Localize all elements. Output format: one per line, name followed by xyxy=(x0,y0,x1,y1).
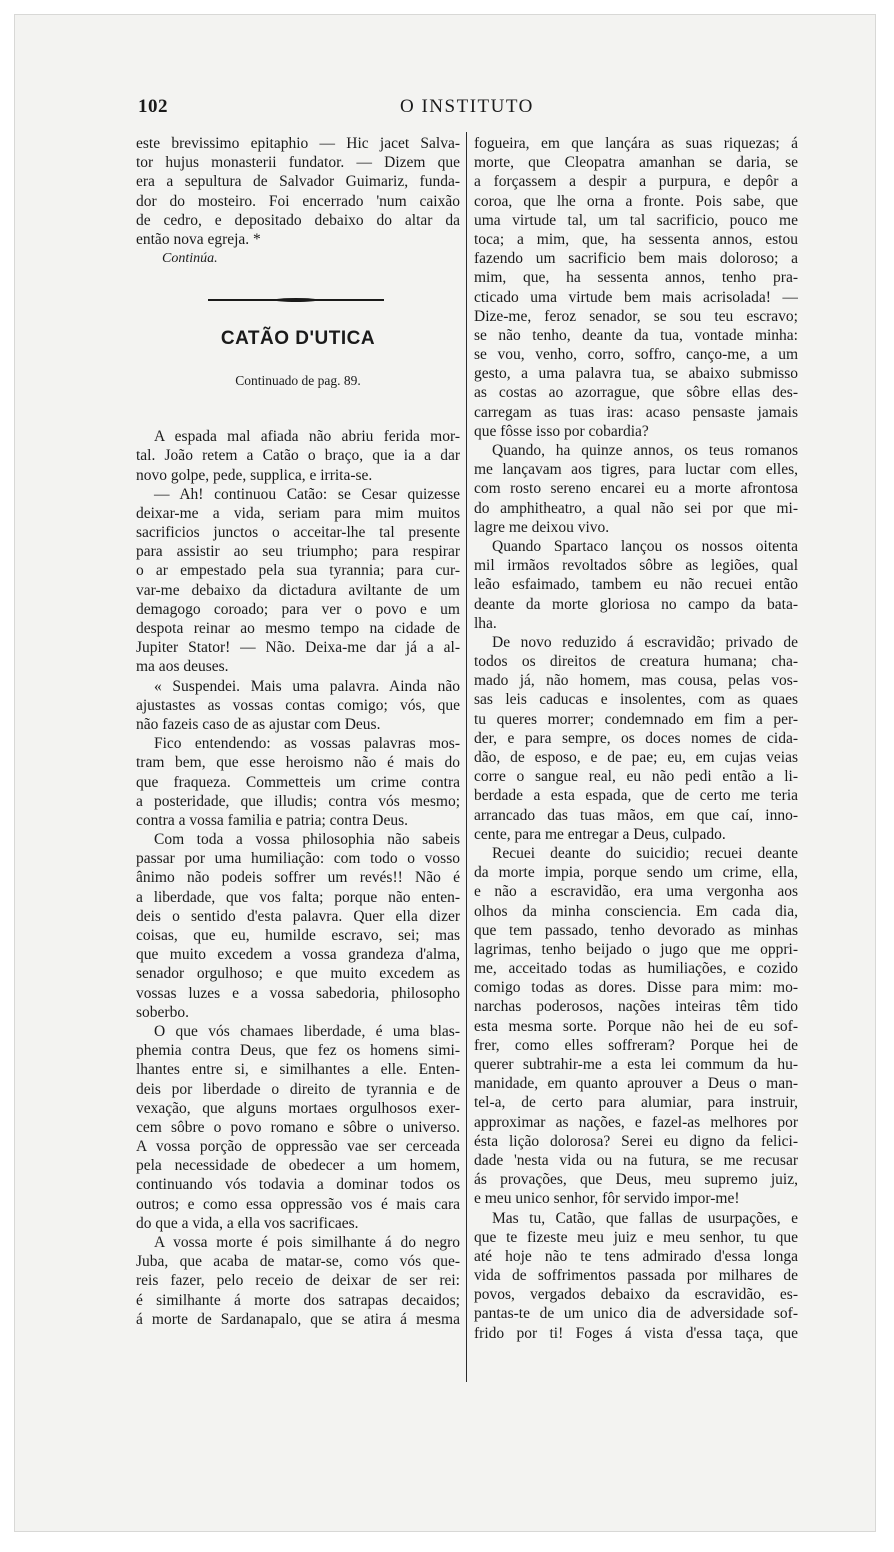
text-line: tel-a, de certo para alumiar, para instruir, xyxy=(474,1094,798,1112)
text-line: ésta lição dolorosa? Serei eu digno da felici- xyxy=(474,1132,798,1150)
text-line: povos, vergados debaixo da escravidão, es- xyxy=(474,1286,798,1304)
text-line: lha. xyxy=(474,614,497,632)
text-line: á morte de Sardanapalo, que se atira á mesma xyxy=(136,1310,460,1328)
text-line: vida de soffrimentos passada por milhares de xyxy=(474,1267,798,1285)
text-line: soberbo. xyxy=(136,1003,189,1021)
paragraph xyxy=(136,485,460,677)
article-title: CATÃO D'UTICA xyxy=(220,328,376,350)
text-line: Fico entendendo: as vossas palavras mos- xyxy=(154,735,460,753)
text-line: der, e para sempre, os doces nomes de cida- xyxy=(474,729,798,747)
text-line: para assistir ao seu triumpho; para respirar xyxy=(136,543,460,561)
text-line: continuando vós todavia a dominar todos os xyxy=(136,1176,460,1194)
text-line: deis por liberdade o direito de tyrannia e de xyxy=(136,1080,460,1098)
text-line: comigo todas as dores. Disse para mim: mo- xyxy=(474,979,798,997)
right-column xyxy=(474,134,798,1343)
text-line: que tem passado, tenho devorado as minhas xyxy=(474,921,798,939)
text-line: A vossa morte é pois similhante á do negro xyxy=(154,1234,460,1251)
continua-note: Continúa. xyxy=(162,251,218,267)
article-body-right xyxy=(474,134,798,1343)
paragraph xyxy=(474,537,798,633)
text-line: mim, que, ha sessenta annos, tenho pra- xyxy=(474,269,798,287)
text-line: leão esfaimado, tambem eu não recuei então xyxy=(474,576,798,594)
text-line: me, acceitado todas as humiliações, e cozido xyxy=(474,960,798,978)
text-line: cticado uma virtude bem mais acrisolada! — xyxy=(474,288,798,306)
text-line: novo golpe, pede, supplica, e irrita-se. xyxy=(136,466,373,484)
page-number: 102 xyxy=(138,96,168,117)
text-line: reis fazer, pelo receio de deixar de ser rei: xyxy=(136,1272,460,1290)
text-line: approximar as nações, e fazel-as melhores por xyxy=(474,1113,798,1131)
text-line: ânimo não podeis soffrer um revés!! Não é xyxy=(136,869,460,887)
text-line: contra a vossa familia e patria; contra Deus. xyxy=(136,811,408,829)
text-line: Quando, ha quinze annos, os teus romanos xyxy=(492,442,798,459)
text-line: carregam as tuas iras: acaso pensaste jamais xyxy=(474,403,798,421)
text-line: querer subtrahir-me a esta lei commum da hu- xyxy=(474,1056,798,1073)
paragraph xyxy=(136,734,460,830)
paragraph xyxy=(474,134,798,441)
text-line: deante da morte gloriosa no campo da bata- xyxy=(474,595,798,613)
text-line: gesto, a uma palavra tua, se abaixo submisso xyxy=(474,365,798,383)
text-line: Quando Spartaco lançou os nossos oitenta xyxy=(492,537,798,555)
text-line: tu queres morrer; condemnado em fim a per- xyxy=(474,710,798,728)
text-line: se vou, venho, corro, soffro, canço-me, a um xyxy=(474,346,798,364)
text-line: todos os direitos de creatura humana; cha- xyxy=(474,653,798,671)
text-line: e não a escravidão, era uma vergonha aos xyxy=(474,883,798,901)
text-line: frer, como elles soffreram? Porque hei de xyxy=(474,1036,798,1054)
text-line: senador orgulhoso; e que muito excedem as xyxy=(136,965,460,983)
text-line: tram bem, que esse heroismo não é mais do xyxy=(136,754,460,772)
text-line: uma virtude tal, um tal sacrificio, pouco me xyxy=(474,211,798,229)
text-line: dade 'nesta vida ou na futura, se me recusar xyxy=(474,1151,798,1169)
paragraph xyxy=(474,1209,798,1343)
text-line: este brevissimo epitaphio — Hic jacet Salva- xyxy=(136,135,460,152)
text-line: fazendo um sacrificio bem mais doloroso; a xyxy=(474,250,798,268)
text-line: A vossa porção de oppressão vae ser cerceada xyxy=(136,1138,460,1156)
text-line: ajustastes as vossas contas comigo; vós, que xyxy=(136,696,460,714)
text-line: mado já, não homem, mas cousa, pelas vos- xyxy=(474,672,798,690)
text-line: Recuei deante do suicidio; recuei deante xyxy=(492,844,798,862)
text-line: que fôsse isso por cobardia? xyxy=(474,422,649,440)
text-line: arrancado das tuas mãos, em que caí, inno- xyxy=(474,806,798,824)
text-line: passar por uma humiliação: com todo o vosso xyxy=(136,850,460,868)
text-line: de cedro, e depositado debaixo do altar da xyxy=(136,211,460,229)
text-line: Jupiter Stator! — Não. Deixa-me dar já a al- xyxy=(136,639,460,657)
text-line: que muito excedem a vossa grandeza d'alma, xyxy=(136,946,460,964)
left-column xyxy=(136,134,460,1329)
paragraph xyxy=(136,677,460,735)
text-line: despota reinar ao mesmo tempo na cidade de xyxy=(136,620,460,637)
text-line: sas leis caducas e insolentes, com as quaes xyxy=(474,691,798,709)
text-line: berdade a esta espada, que de certo me teria xyxy=(474,787,798,805)
text-line: não fazeis caso de as ajustar com Deus. xyxy=(136,715,381,733)
paragraph xyxy=(136,1233,460,1329)
text-line: manidade, em quanto aprouver a Deus o man- xyxy=(474,1075,798,1093)
paragraph xyxy=(136,1022,460,1233)
text-line: a liberdade, que vos falta; porque não enten- xyxy=(136,888,460,906)
text-line: — Ah! continuou Catão: se Cesar quizesse xyxy=(154,485,460,503)
continued-note: Continuado de pag. 89. xyxy=(235,373,361,389)
article-body-left xyxy=(136,427,460,1329)
text-line: lhantes entre si, e similhantes a elle. Enten- xyxy=(136,1061,460,1079)
journal-title: O INSTITUTO xyxy=(400,96,534,117)
text-line: a posteridade, que illudis; contra vós mesmo; xyxy=(136,792,460,810)
text-line: as costas ao azorrague, que sôbre ellas des- xyxy=(474,384,798,402)
text-line: e meu unico senhor, fôr servido impor-me! xyxy=(474,1190,740,1208)
text-line: dor do mosteiro. Foi encerrado 'num caixão xyxy=(136,192,460,210)
text-line: corre o sangue real, eu não pedi então a li- xyxy=(474,768,798,786)
text-line: com rosto sereno encarei eu a morte afrontosa xyxy=(474,480,798,498)
text-line: demagogo coroado; para ver o povo e um xyxy=(136,600,460,618)
text-line: então nova egreja. * xyxy=(136,230,261,248)
text-line: olhos da minha consciencia. Em cada dia, xyxy=(474,902,798,920)
text-line: o ar empestado pela sua tyrannia; para cur- xyxy=(136,562,460,580)
text-line: a forçassem a despir a purpura, e depôr a xyxy=(474,173,798,191)
text-line: mil irmãos revoltados sôbre as legiões, qual xyxy=(474,557,798,575)
text-line: Com toda a vossa philosophia não sabeis xyxy=(154,831,460,849)
text-line: ma aos deuses. xyxy=(136,658,229,676)
text-line: coisas, que eu, humilde escravo, sei; mas xyxy=(136,927,460,944)
text-line: cente, para me entregar a Deus, culpado. xyxy=(474,825,726,843)
text-line: do que a vida, a ella vos sacrificaes. xyxy=(136,1214,359,1232)
page-header xyxy=(138,96,798,126)
text-line: vossas luzes e a vossa sabedoria, philosopho xyxy=(136,984,460,1002)
text-line: lagre me deixou vivo. xyxy=(474,518,610,536)
text-line: tor hujus monasterii fundator. — Dizem que xyxy=(136,154,460,172)
paragraph xyxy=(474,633,798,844)
text-line: Mas tu, Catão, que fallas de usurpações, e xyxy=(492,1209,798,1227)
text-line: O que vós chamaes liberdade, é uma blas- xyxy=(154,1022,460,1040)
text-line: que fraqueza. Commetteis um crime contra xyxy=(136,773,460,791)
text-line: se não tenho, deante da tua, vontade minha: xyxy=(474,326,798,344)
text-line: phemia contra Deus, que fez os homens simi- xyxy=(136,1042,460,1060)
text-line: lagrimas, tenho beijado o jugo que me oppri- xyxy=(474,940,798,958)
text-line: tal. João retem a Catão o braço, que ia a dar xyxy=(136,447,460,465)
text-line: até hoje não te tens admirado d'essa longa xyxy=(474,1247,798,1265)
column-divider xyxy=(466,132,467,1382)
text-line: outros; e como essa oppressão vos é mais cara xyxy=(136,1195,460,1213)
text-line: frido por ti! Foges á vista d'essa taça, que xyxy=(474,1324,798,1342)
paragraph xyxy=(474,844,798,1209)
text-line: var-me debaixo da dictadura aviltante de um xyxy=(136,581,460,599)
text-line: pela necessidade de obedecer a um homem, xyxy=(136,1157,460,1175)
text-line: ás provações, que Deus, meu supremo juiz, xyxy=(474,1171,798,1189)
text-line: é similhante á morte dos satrapas decaidos; xyxy=(136,1291,460,1309)
text-line: dão, de esposo, e de pae; eu, em cujas veias xyxy=(474,749,798,766)
text-line: Juba, que acaba de matar-se, como vós que- xyxy=(136,1253,460,1271)
text-line: coroa, que lhe orna a fronte. Pois sabe, que xyxy=(474,192,798,210)
text-line: cem sôbre o povo romano e sôbre o universo. xyxy=(136,1118,460,1136)
rule-ornament xyxy=(274,298,318,302)
text-line: esta mesma sorte. Porque não hei de eu sof- xyxy=(474,1017,798,1035)
text-line: A espada mal afiada não abriu ferida mor- xyxy=(154,428,460,446)
previous-article-ending xyxy=(136,134,460,249)
paragraph xyxy=(474,441,798,537)
text-line: que te fizeste meu juiz e meu senhor, tu que xyxy=(474,1228,798,1246)
text-line: « Suspendei. Mais uma palavra. Ainda não xyxy=(154,677,460,695)
text-line: toca; a mim, que, ha sessenta annos, estou xyxy=(474,230,798,248)
text-line: era a sepultura de Salvador Guimariz, funda- xyxy=(136,173,460,191)
text-line: pantas-te de um unico dia de adversidade sof- xyxy=(474,1305,798,1323)
text-line: fogueira, em que lançára as suas riquezas; á xyxy=(474,135,798,152)
text-line: morte, que Cleopatra amanhan se daria, se xyxy=(474,154,798,172)
text-line: da morte impia, porque sendo um crime, ella, xyxy=(474,864,798,882)
section-rule xyxy=(136,271,460,315)
text-line: do amphitheatro, a qual não sei por que mi- xyxy=(474,499,798,517)
text-line: De novo reduzido á escravidão; privado de xyxy=(492,633,798,651)
text-line: me lançavam aos tigres, para luctar com elles, xyxy=(474,461,798,479)
paragraph xyxy=(136,830,460,1022)
text-line: vexação, que alguns mortaes orgulhosos exer- xyxy=(136,1099,460,1117)
text-line: narchas poderosos, nações inteiras têm tido xyxy=(474,998,798,1016)
paragraph xyxy=(136,427,460,485)
text-line: Dize-me, feroz senador, se sou teu escravo; xyxy=(474,307,798,325)
text-line: sacrificios junctos o acceitar-lhe tal presente xyxy=(136,524,460,542)
text-line: deixar-me a vida, seriam para mim muitos xyxy=(136,504,460,522)
text-line: deis o sentido d'esta palavra. Quer ella dizer xyxy=(136,907,460,925)
